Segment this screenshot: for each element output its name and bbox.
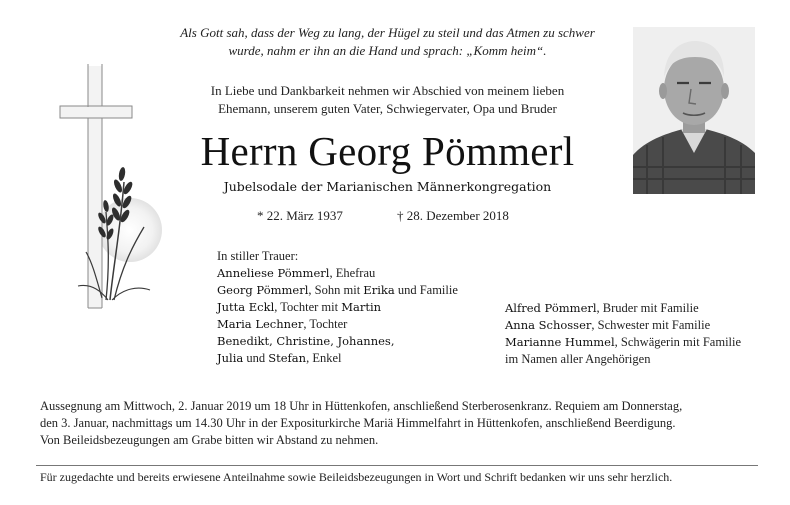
mourners-left-rows bbox=[217, 265, 458, 367]
mourner-entry bbox=[505, 300, 741, 317]
mourner-relation: , Tochter bbox=[303, 317, 348, 331]
mourner-relation: und Familie bbox=[394, 283, 458, 297]
mourner-name: Stefan bbox=[268, 351, 307, 365]
mourner-entry bbox=[505, 317, 741, 334]
mourner-relation: , Ehefrau bbox=[329, 266, 376, 280]
mourner-name: Maria Lechner bbox=[217, 317, 304, 331]
mourner-name: Georg Pömmerl bbox=[217, 283, 309, 297]
mourner-relation: , Tochter mit bbox=[274, 300, 342, 314]
deceased-subtitle: Jubelsodale der Marianischen Männerkongregation bbox=[223, 179, 552, 194]
mourners-list-right bbox=[505, 300, 741, 368]
intro-line-1: In Liebe und Dankbarkeit nehmen wir Abschied von meinem lieben bbox=[210, 83, 565, 98]
mourner-relation: , Enkel bbox=[306, 351, 342, 365]
mourner-name: Martin bbox=[341, 300, 382, 314]
quote-line-1: Als Gott sah, dass der Weg zu lang, der Hügel zu steil und das Atmen zu schwer bbox=[180, 25, 595, 40]
intro-text bbox=[150, 82, 625, 118]
intro-line-2: Ehemann, unserem guten Vater, Schwiegervater, Opa und Bruder bbox=[218, 101, 557, 116]
death-date: † 28. Dezember 2018 bbox=[397, 208, 509, 223]
mourner-entry bbox=[217, 282, 458, 299]
mourner-entry bbox=[217, 333, 458, 350]
mourner-entry bbox=[505, 351, 741, 368]
funeral-line-1: Aussegnung am Mittwoch, 2. Januar 2019 um 18 Uhr in Hüttenkofen, anschließend Sterberosenkranz. Requiem am Donnerstag, bbox=[40, 399, 683, 413]
mourner-name: Erika bbox=[363, 283, 395, 297]
thanks-note: Für zugedachte und bereits erwiesene Anteilnahme sowie Beileidsbezeugungen in Wort und Schrift bedanken wir uns sehr herzlich. bbox=[40, 470, 673, 484]
quote-line-2: wurde, nahm er ihn an die Hand und sprach: „Komm heim“. bbox=[228, 43, 547, 58]
divider bbox=[36, 465, 758, 466]
mourner-name: Alfred Pömmerl bbox=[505, 301, 597, 315]
mourner-name: Jutta Eckl bbox=[217, 300, 275, 314]
mourners-list-left bbox=[217, 248, 458, 367]
deceased-name: Herrn Georg Pömmerl bbox=[200, 128, 575, 174]
mourner-entry bbox=[217, 316, 458, 333]
funeral-details bbox=[40, 398, 760, 449]
mourner-entry bbox=[505, 334, 741, 351]
mourner-relation: , Sohn mit bbox=[308, 283, 364, 297]
mourner-name: Anneliese Pömmerl bbox=[217, 266, 330, 280]
portrait-photo bbox=[633, 27, 755, 194]
mourners-heading: In stiller Trauer: bbox=[217, 249, 299, 263]
mourner-name: Anna Schosser bbox=[505, 318, 592, 332]
mourner-entry bbox=[217, 350, 458, 367]
mourner-relation: im Namen aller Angehörigen bbox=[505, 352, 651, 366]
birth-date: * 22. März 1937 bbox=[257, 208, 343, 223]
mourner-relation: , Schwägerin mit Familie bbox=[614, 335, 742, 349]
mourner-relation: , Bruder mit Familie bbox=[596, 301, 699, 315]
mourner-relation: , Schwester mit Familie bbox=[591, 318, 711, 332]
mourner-entry bbox=[217, 299, 458, 316]
mourner-name: Marianne Hummel bbox=[505, 335, 615, 349]
mourner-name: Benedikt, Christine, Johannes, bbox=[217, 334, 395, 348]
mourners-right-rows bbox=[505, 300, 741, 368]
mourner-relation: und bbox=[243, 351, 269, 365]
funeral-line-3: Von Beileidsbezeugungen am Grabe bitten wir Abstand zu nehmen. bbox=[40, 433, 379, 447]
mourner-entry bbox=[217, 265, 458, 282]
opening-quote bbox=[150, 24, 625, 60]
funeral-line-2: den 3. Januar, nachmittags um 14.30 Uhr in der Expositurkirche Mariä Himmelfahrt in Hüttenkofen, anschließend Beerdigung. bbox=[40, 416, 676, 430]
mourner-name: Julia bbox=[217, 351, 244, 365]
